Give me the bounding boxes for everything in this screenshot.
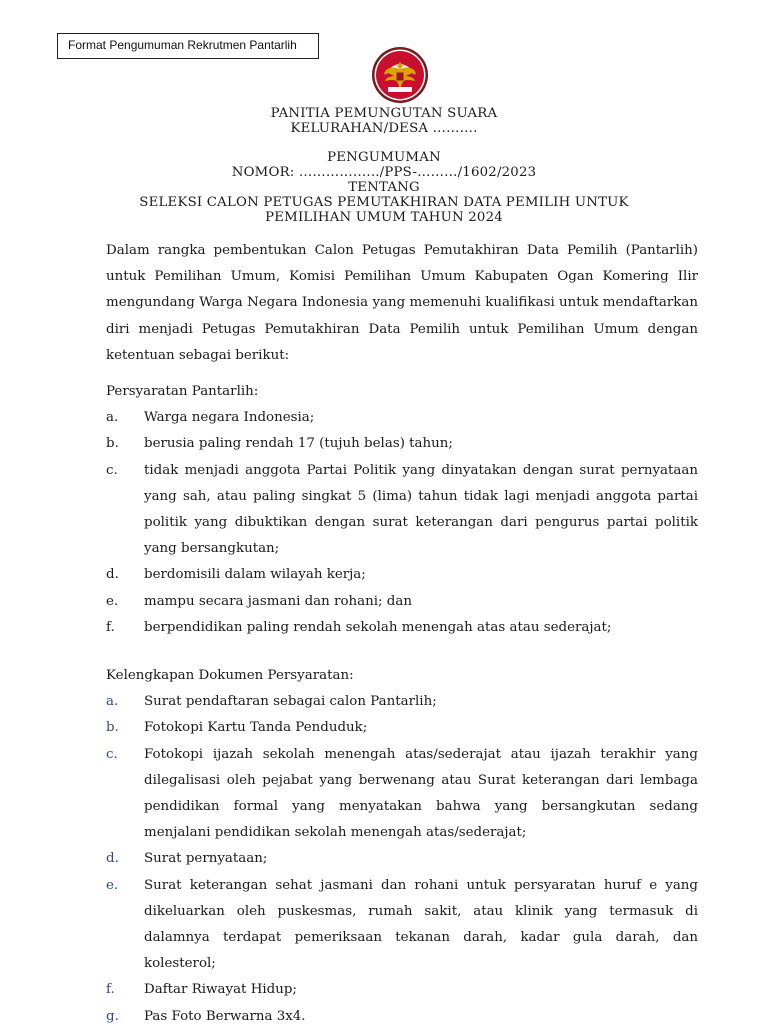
subject-line-1: SELEKSI CALON PETUGAS PEMUTAKHIRAN DATA PEMILIH UNTUK xyxy=(139,195,629,210)
list-item xyxy=(106,873,698,978)
list-item xyxy=(106,846,698,872)
announcement-body xyxy=(106,238,698,1030)
list-item-text: berdomisili dalam wilayah kerja; xyxy=(144,567,366,583)
intro-paragraph: Dalam rangka pembentukan Calon Petugas Pemutakhiran Data Pemilih (Pantarlih) untuk Pemilihan Umum, Komisi Pemilihan Umum Kabupaten Ogan Komering Ilir mengundang Warga Negara Indonesia yang memenuhi kualifikasi untuk mendaftarkan diri menjadi Petugas Pemutakhiran Data Pemilih untuk Pemilihan Umum dengan ketentuan sebagai berikut: xyxy=(106,243,698,363)
list-marker: c. xyxy=(106,746,118,762)
list-item-text: Surat pernyataan; xyxy=(144,851,268,867)
documents-title: Kelengkapan Dokumen Persyaratan: xyxy=(106,668,354,684)
list-item-text: Warga negara Indonesia; xyxy=(144,410,315,426)
list-item xyxy=(106,458,698,563)
list-marker: a. xyxy=(106,694,119,710)
format-label: Format Pengumuman Rekrutmen Pantarlih xyxy=(68,38,297,52)
list-item-text: berpendidikan paling rendah sekolah menengah atas atau sederajat; xyxy=(144,619,612,635)
list-item xyxy=(106,689,698,715)
requirements-title: Persyaratan Pantarlih: xyxy=(106,384,259,400)
format-label-box xyxy=(57,33,319,59)
list-item xyxy=(106,977,698,1003)
list-marker: f. xyxy=(106,619,115,635)
list-item-text: Fotokopi ijazah sekolah menengah atas/sederajat atau ijazah terakhir yang dilegalisasi oleh pejabat yang berwenang atau Surat keterangan dari lembaga pendidikan formal yang menyatakan bahwa yang bersangkutan sedang menjalani pendidikan sekolah menengah atas/sederajat; xyxy=(144,746,698,841)
list-item-text: mampu secara jasmani dan rohani; dan xyxy=(144,593,412,609)
list-item xyxy=(106,742,698,847)
list-item xyxy=(106,715,698,741)
list-item xyxy=(106,615,698,641)
list-item-text: Surat pendaftaran sebagai calon Pantarlih; xyxy=(144,694,437,710)
requirements-list xyxy=(106,405,698,641)
list-item-text: Pas Foto Berwarna 3x4. xyxy=(144,1008,306,1024)
list-marker: d. xyxy=(106,851,119,867)
announcement-header xyxy=(120,106,648,225)
documents-list xyxy=(106,689,698,1030)
list-item xyxy=(106,1004,698,1030)
list-marker: d. xyxy=(106,567,119,583)
list-item xyxy=(106,405,698,431)
list-item-text: tidak menjadi anggota Partai Politik yang dinyatakan dengan surat pernyataan yang sah, atau paling singkat 5 (lima) tahun tidak lagi menjadi anggota partai politik yang dibuktikan dengan surat keterangan dari pengurus partai politik yang bersangkutan; xyxy=(144,462,698,557)
list-marker: b. xyxy=(106,720,119,736)
about-label: TENTANG xyxy=(348,180,420,195)
list-marker: e. xyxy=(106,877,119,893)
kpu-logo xyxy=(370,45,430,105)
announcement-title: PENGUMUMAN xyxy=(327,150,441,165)
list-item-text: Daftar Riwayat Hidup; xyxy=(144,982,297,998)
list-item-text: Fotokopi Kartu Tanda Penduduk; xyxy=(144,720,368,736)
list-marker: f. xyxy=(106,982,115,998)
village-line: KELURAHAN/DESA ………. xyxy=(290,121,478,136)
list-item-text: berusia paling rendah 17 (tujuh belas) tahun; xyxy=(144,436,453,452)
announcement-number: NOMOR: …………….../PPS-………/1602/2023 xyxy=(231,165,537,180)
list-marker: a. xyxy=(106,410,119,426)
subject-line-2: PEMILIHAN UMUM TAHUN 2024 xyxy=(265,210,503,225)
list-marker: c. xyxy=(106,462,118,478)
list-item xyxy=(106,589,698,615)
list-marker: g. xyxy=(106,1008,119,1024)
list-marker: b. xyxy=(106,436,119,452)
list-marker: e. xyxy=(106,593,119,609)
list-item xyxy=(106,431,698,457)
list-item-text: Surat keterangan sehat jasmani dan rohani untuk persyaratan huruf e yang dikeluarkan oleh puskesmas, rumah sakit, atau klinik yang termasuk di dalamnya terdapat pemeriksaan tekanan darah, kadar gula darah, dan kolesterol; xyxy=(144,877,698,972)
list-item xyxy=(106,562,698,588)
committee-name: PANITIA PEMUNGUTAN SUARA xyxy=(270,106,498,121)
